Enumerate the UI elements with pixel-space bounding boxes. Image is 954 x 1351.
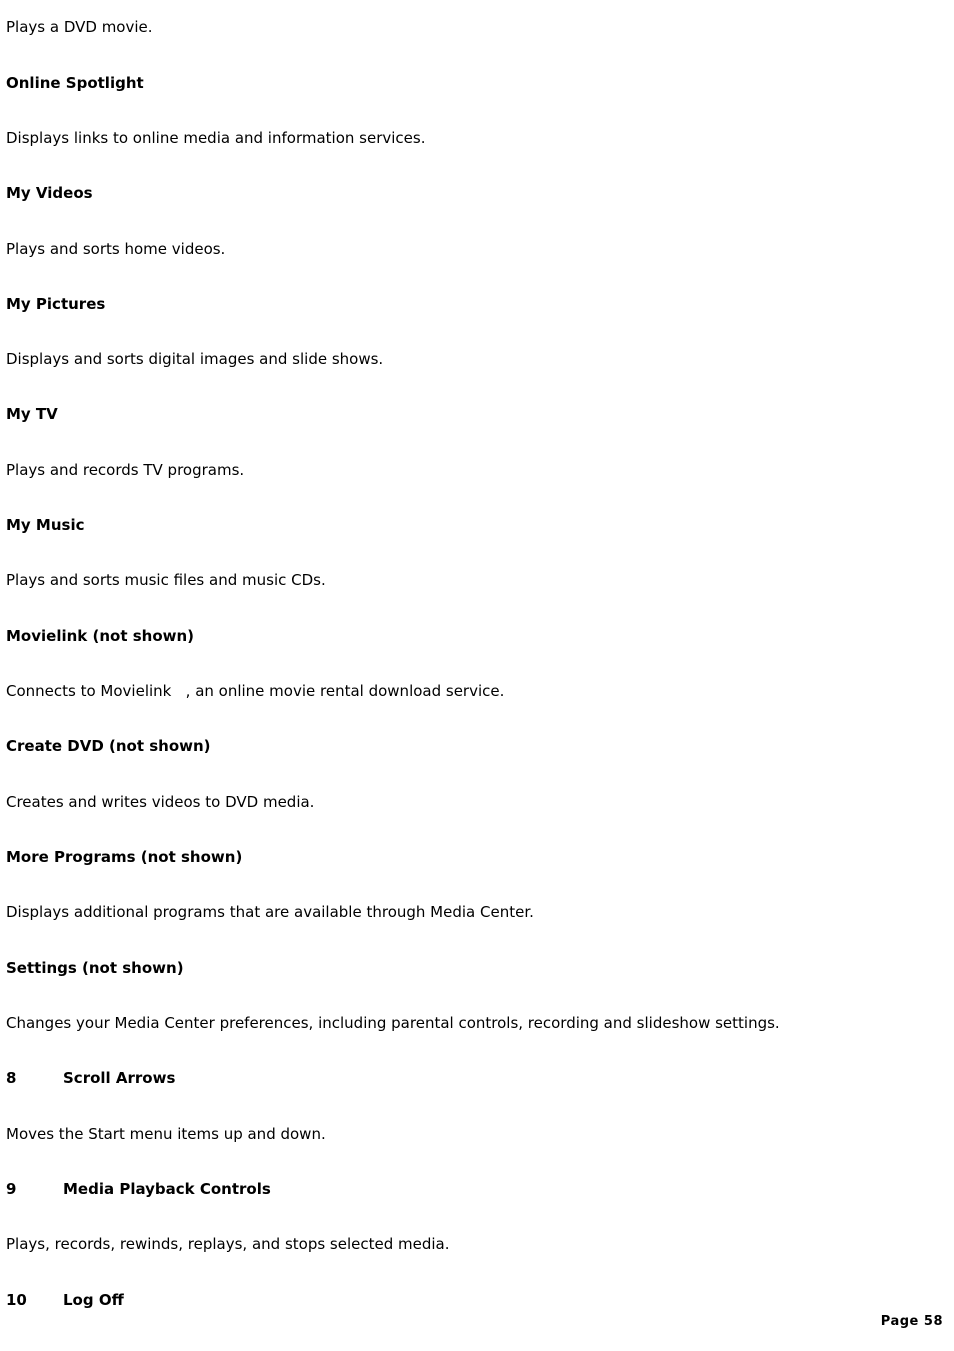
my-pictures-description: Displays and sorts digital images and slide shows. — [6, 350, 384, 368]
create-dvd-description: Creates and writes videos to DVD media. — [6, 793, 315, 811]
page-number: Page 58 — [880, 1314, 943, 1329]
settings-heading: Settings (not shown) — [6, 959, 184, 977]
item-number: 8 — [6, 1069, 17, 1087]
my-tv-heading: My TV — [6, 405, 58, 423]
my-pictures-heading: My Pictures — [6, 295, 106, 313]
scroll-arrows-heading — [6, 1068, 175, 1088]
media-playback-controls-heading — [6, 1179, 271, 1199]
create-dvd-heading: Create DVD (not shown) — [6, 737, 211, 755]
online-spotlight-heading: Online Spotlight — [6, 74, 144, 92]
my-music-description: Plays and sorts music files and music CDs. — [6, 571, 326, 589]
dvd-description: Plays a DVD movie. — [6, 18, 153, 36]
more-programs-heading: More Programs (not shown) — [6, 848, 243, 866]
movielink-description: Connects to Movielink , an online movie rental download service. — [6, 682, 505, 700]
my-videos-description: Plays and sorts home videos. — [6, 240, 226, 258]
item-number: 9 — [6, 1180, 17, 1198]
movielink-heading: Movielink (not shown) — [6, 627, 195, 645]
log-off-heading — [6, 1290, 124, 1310]
scroll-arrows-description: Moves the Start menu items up and down. — [6, 1125, 326, 1143]
item-title: Log Off — [63, 1291, 124, 1309]
my-tv-description: Plays and records TV programs. — [6, 461, 245, 479]
online-spotlight-description: Displays links to online media and information services. — [6, 129, 426, 147]
item-number: 10 — [6, 1291, 27, 1309]
my-videos-heading: My Videos — [6, 184, 93, 202]
item-title: Media Playback Controls — [63, 1180, 271, 1198]
my-music-heading: My Music — [6, 516, 85, 534]
item-title: Scroll Arrows — [63, 1069, 176, 1087]
media-playback-controls-description: Plays, records, rewinds, replays, and stops selected media. — [6, 1235, 450, 1253]
more-programs-description: Displays additional programs that are available through Media Center. — [6, 903, 534, 921]
settings-description: Changes your Media Center preferences, including parental controls, recording and slideshow settings. — [6, 1014, 780, 1032]
